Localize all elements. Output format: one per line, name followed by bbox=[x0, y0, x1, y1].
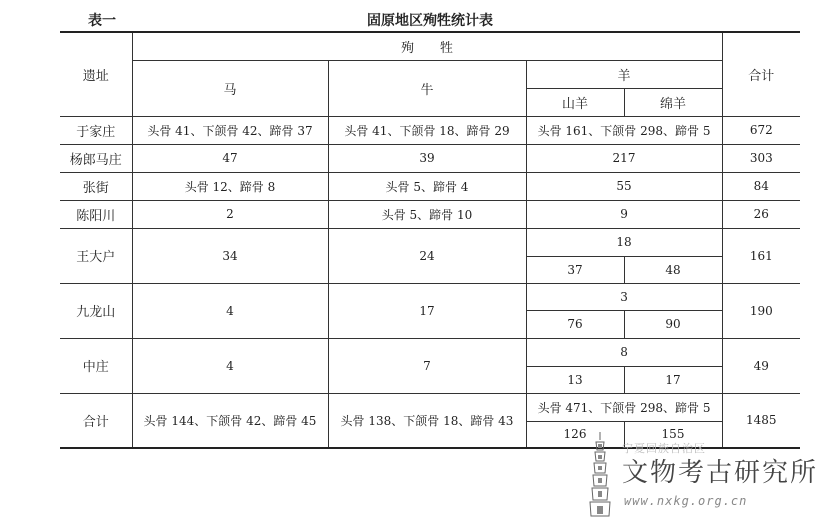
cell-site: 中庄 bbox=[60, 338, 132, 393]
cell-goat: 37 bbox=[526, 256, 624, 283]
cell-sheep: 3 bbox=[526, 283, 722, 310]
table-row bbox=[60, 283, 800, 310]
watermark-url: www.nxkg.org.cn bbox=[624, 494, 748, 508]
watermark-subtitle: 宁夏回族自治区 bbox=[622, 442, 706, 455]
header-row-2 bbox=[60, 60, 800, 88]
cell-cattle: 头骨 41、下颌骨 18、蹄骨 29 bbox=[328, 116, 526, 144]
cell-total: 84 bbox=[722, 172, 800, 200]
header-row-1 bbox=[60, 32, 800, 60]
cell-site: 于家庄 bbox=[60, 116, 132, 144]
sacrifice-table bbox=[60, 31, 800, 449]
cell-site: 合计 bbox=[60, 393, 132, 448]
cell-site: 九龙山 bbox=[60, 283, 132, 338]
cell-sheep: 头骨 471、下颌骨 298、蹄骨 5 bbox=[526, 393, 722, 421]
watermark-title: 文物考古研究所 bbox=[622, 458, 819, 488]
cell-total: 190 bbox=[722, 283, 800, 338]
cell-fleece: 48 bbox=[624, 256, 722, 283]
table-caption bbox=[60, 8, 800, 30]
table-row bbox=[60, 228, 800, 256]
cell-sheep: 8 bbox=[526, 338, 722, 366]
cell-sheep: 55 bbox=[526, 172, 722, 200]
cell-fleece: 17 bbox=[624, 366, 722, 393]
cell-fleece: 155 bbox=[624, 421, 722, 448]
cell-cattle: 39 bbox=[328, 144, 526, 172]
table-row bbox=[60, 116, 800, 144]
table-row bbox=[60, 200, 800, 228]
cell-horse: 头骨 41、下颌骨 42、蹄骨 37 bbox=[132, 116, 328, 144]
cell-horse: 头骨 12、蹄骨 8 bbox=[132, 172, 328, 200]
cell-total: 49 bbox=[722, 338, 800, 393]
cell-goat: 76 bbox=[526, 310, 624, 338]
cell-horse: 34 bbox=[132, 228, 328, 283]
col-header-total: 合计 bbox=[722, 32, 800, 116]
table-row bbox=[60, 144, 800, 172]
cell-site: 张街 bbox=[60, 172, 132, 200]
col-header-group: 殉 牲 bbox=[132, 32, 722, 60]
table-number: 表一 bbox=[88, 13, 116, 29]
cell-total: 672 bbox=[722, 116, 800, 144]
cell-goat: 13 bbox=[526, 366, 624, 393]
cell-total: 26 bbox=[722, 200, 800, 228]
cell-cattle: 头骨 138、下颌骨 18、蹄骨 43 bbox=[328, 393, 526, 448]
cell-site: 陈阳川 bbox=[60, 200, 132, 228]
table-row bbox=[60, 172, 800, 200]
col-header-goat: 山羊 bbox=[526, 88, 624, 116]
cell-sheep: 217 bbox=[526, 144, 722, 172]
cell-cattle: 24 bbox=[328, 228, 526, 283]
cell-sheep: 头骨 161、下颌骨 298、蹄骨 5 bbox=[526, 116, 722, 144]
cell-horse: 47 bbox=[132, 144, 328, 172]
cell-cattle: 7 bbox=[328, 338, 526, 393]
cell-total: 303 bbox=[722, 144, 800, 172]
cell-total: 1485 bbox=[722, 393, 800, 448]
cell-total: 161 bbox=[722, 228, 800, 283]
cell-horse: 头骨 144、下颌骨 42、蹄骨 45 bbox=[132, 393, 328, 448]
col-header-site: 遗址 bbox=[60, 32, 132, 116]
table-title: 固原地区殉牲统计表 bbox=[367, 13, 493, 29]
cell-cattle: 头骨 5、蹄骨 4 bbox=[328, 172, 526, 200]
cell-fleece: 90 bbox=[624, 310, 722, 338]
cell-site: 王大户 bbox=[60, 228, 132, 283]
cell-sheep: 18 bbox=[526, 228, 722, 256]
col-header-sheep: 羊 bbox=[526, 60, 722, 88]
watermark bbox=[586, 428, 826, 523]
col-header-cattle: 牛 bbox=[328, 60, 526, 116]
table-row bbox=[60, 338, 800, 366]
cell-horse: 4 bbox=[132, 283, 328, 338]
cell-horse: 2 bbox=[132, 200, 328, 228]
table-row-total bbox=[60, 393, 800, 421]
cell-cattle: 头骨 5、蹄骨 10 bbox=[328, 200, 526, 228]
cell-cattle: 17 bbox=[328, 283, 526, 338]
col-header-horse: 马 bbox=[132, 60, 328, 116]
cell-goat: 126 bbox=[526, 421, 624, 448]
col-header-fleece: 绵羊 bbox=[624, 88, 722, 116]
cell-sheep: 9 bbox=[526, 200, 722, 228]
cell-site: 杨郎马庄 bbox=[60, 144, 132, 172]
pagoda-icon bbox=[586, 430, 614, 520]
cell-horse: 4 bbox=[132, 338, 328, 393]
